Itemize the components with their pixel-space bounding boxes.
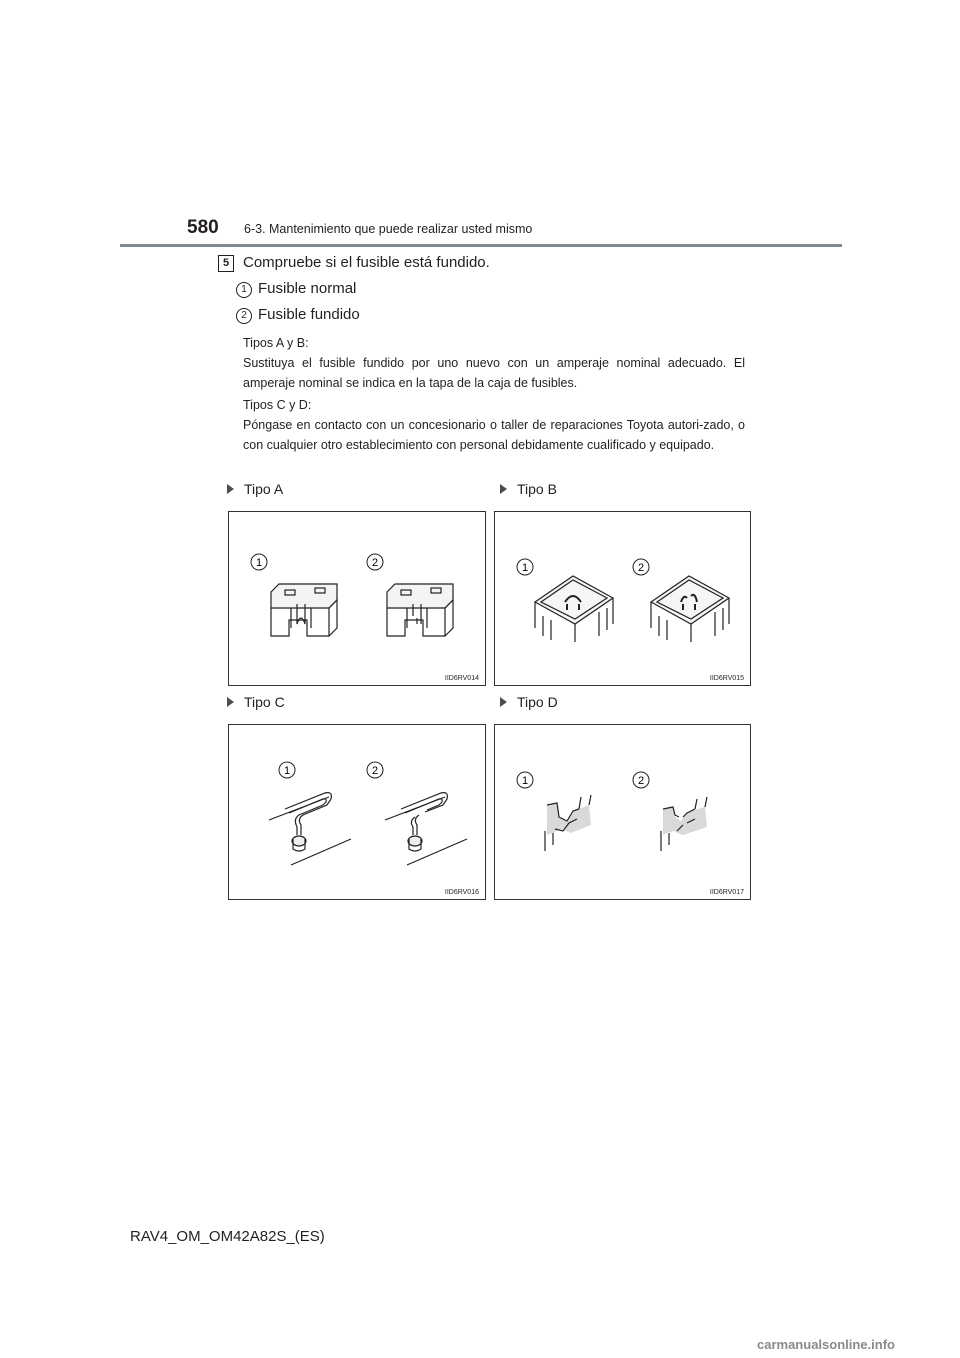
triangle-right-icon [227, 484, 234, 494]
wire-fuse-icon [229, 725, 485, 899]
cartridge-fuse-icon [495, 512, 750, 685]
paragraph-heading: Tipos A y B: [243, 336, 309, 350]
figure-code: IID6RV016 [444, 889, 479, 896]
figure-type-d [494, 724, 751, 900]
triangle-right-icon [500, 697, 507, 707]
item-number-2: 2 [236, 308, 252, 324]
paragraph-types-a-b [243, 333, 745, 393]
triangle-right-icon [500, 484, 507, 494]
paragraph-types-c-d [243, 395, 745, 455]
figure-label-type-d [500, 694, 558, 710]
callout-1: 1 [255, 557, 263, 569]
callout-2: 2 [637, 775, 645, 787]
paragraph-body: Sustituya el fusible fundido por uno nuevo con un amperaje nominal adecuado. El amperaje nominal se indica en la tapa de la caja de fusibles. [243, 356, 745, 390]
figure-code: IID6RV014 [444, 675, 479, 682]
figure-label-type-b [500, 481, 557, 497]
figure-type-b [494, 511, 751, 686]
callout-2: 2 [371, 557, 379, 569]
item-number-1: 1 [236, 282, 252, 298]
header-divider [120, 244, 842, 247]
paragraph-heading: Tipos C y D: [243, 398, 312, 412]
figure-label-text: Tipo A [244, 481, 284, 497]
blade-fuse-icon [229, 512, 485, 685]
triangle-right-icon [227, 697, 234, 707]
figure-type-a [228, 511, 486, 686]
figure-type-c [228, 724, 486, 900]
figure-label-text: Tipo D [517, 694, 558, 710]
callout-1: 1 [283, 765, 291, 777]
section-title: 6-3. Mantenimiento que puede realizar usted mismo [244, 222, 533, 236]
paragraph-body: Póngase en contacto con un concesionario o taller de reparaciones Toyota autori-zado, o con cualquier otro establecimiento con personal debidamente cualificado y equipado. [243, 418, 745, 452]
step-number-badge: 5 [218, 255, 234, 272]
figure-label-type-a [227, 481, 283, 497]
step-instruction: Compruebe si el fusible está fundido. [243, 254, 490, 271]
callout-2: 2 [637, 562, 645, 574]
watermark: carmanualsonline.info [757, 1337, 895, 1352]
figure-label-text: Tipo B [517, 481, 557, 497]
callout-2: 2 [371, 765, 379, 777]
strip-fuse-icon [495, 725, 750, 899]
figure-code: IID6RV017 [709, 889, 744, 896]
figure-label-text: Tipo C [244, 694, 285, 710]
figure-code: IID6RV015 [709, 675, 744, 682]
item-label-blown-fuse: Fusible fundido [258, 306, 360, 323]
page-number: 580 [187, 217, 219, 238]
figure-label-type-c [227, 694, 285, 710]
callout-1: 1 [521, 562, 529, 574]
callout-1: 1 [521, 775, 529, 787]
footer-document-code: RAV4_OM_OM42A82S_(ES) [130, 1228, 325, 1245]
item-label-normal-fuse: Fusible normal [258, 280, 357, 297]
